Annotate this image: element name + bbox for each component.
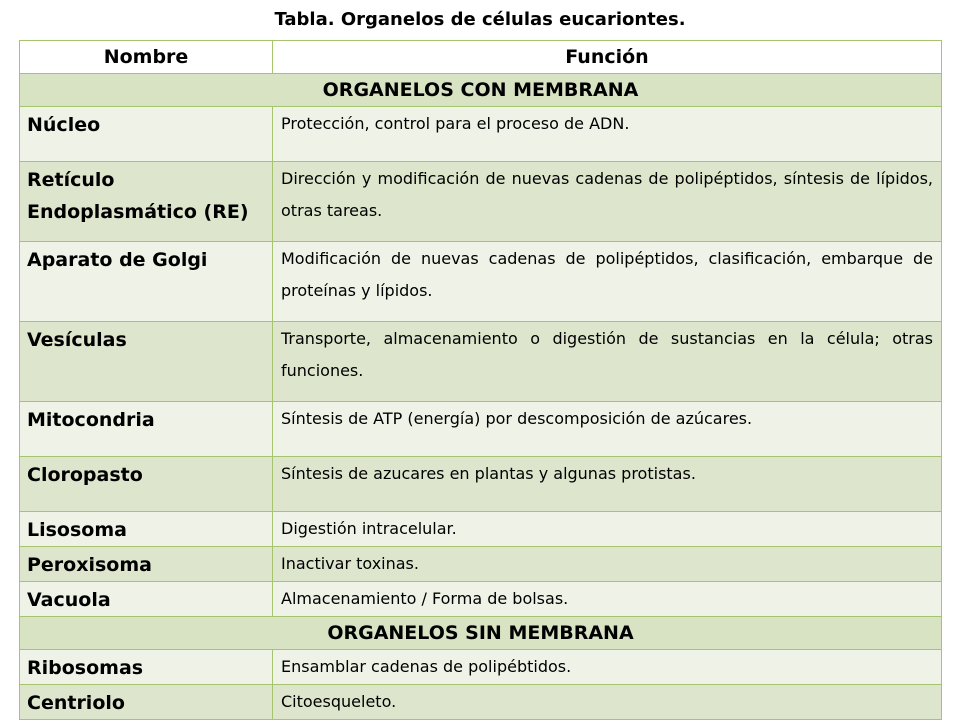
header-nombre: Nombre <box>20 41 273 74</box>
organelle-function: Almacenamiento / Forma de bolsas. <box>273 582 942 617</box>
table-header-row <box>20 41 942 74</box>
organelle-function: Citoesqueleto. <box>273 685 942 720</box>
organelles-table <box>19 40 942 720</box>
organelle-name: Vesículas <box>20 322 273 402</box>
organelle-function: Transporte, almacenamiento o digestión de sustancias en la célula; otras funciones. <box>273 322 942 402</box>
organelle-name: Retículo Endoplasmático (RE) <box>20 162 273 242</box>
organelle-name: Núcleo <box>20 107 273 162</box>
organelle-function: Dirección y modificación de nuevas cadenas de polipéptidos, síntesis de lípidos, otras tareas. <box>273 162 942 242</box>
organelle-function: Inactivar toxinas. <box>273 547 942 582</box>
organelle-name: Ribosomas <box>20 650 273 685</box>
section-title-without-membrane: ORGANELOS SIN MEMBRANA <box>20 617 942 650</box>
organelle-function: Ensamblar cadenas de polipébtidos. <box>273 650 942 685</box>
organelle-function: Modificación de nuevas cadenas de polipéptidos, clasificación, embarque de proteínas y lípidos. <box>273 242 942 322</box>
table-row <box>20 322 942 402</box>
table-row <box>20 547 942 582</box>
table-row <box>20 512 942 547</box>
organelle-name: Vacuola <box>20 582 273 617</box>
organelle-function: Protección, control para el proceso de ADN. <box>273 107 942 162</box>
organelle-function: Síntesis de ATP (energía) por descomposición de azúcares. <box>273 402 942 457</box>
table-row <box>20 582 942 617</box>
organelle-name: Peroxisoma <box>20 547 273 582</box>
organelle-name: Cloropasto <box>20 457 273 512</box>
organelle-function: Síntesis de azucares en plantas y algunas protistas. <box>273 457 942 512</box>
organelle-function: Digestión intracelular. <box>273 512 942 547</box>
table-row <box>20 650 942 685</box>
section-title-with-membrane: ORGANELOS CON MEMBRANA <box>20 74 942 107</box>
organelle-name: Centriolo <box>20 685 273 720</box>
table-row <box>20 242 942 322</box>
table-row <box>20 162 942 242</box>
table-row <box>20 457 942 512</box>
header-funcion: Función <box>273 41 942 74</box>
section-row-with-membrane <box>20 74 942 107</box>
table-title: Tabla. Organelos de células eucariontes. <box>274 9 686 30</box>
table-row <box>20 107 942 162</box>
organelle-name: Mitocondria <box>20 402 273 457</box>
table-row <box>20 685 942 720</box>
organelle-name: Aparato de Golgi <box>20 242 273 322</box>
section-row-without-membrane <box>20 617 942 650</box>
table-row <box>20 402 942 457</box>
organelle-name: Lisosoma <box>20 512 273 547</box>
